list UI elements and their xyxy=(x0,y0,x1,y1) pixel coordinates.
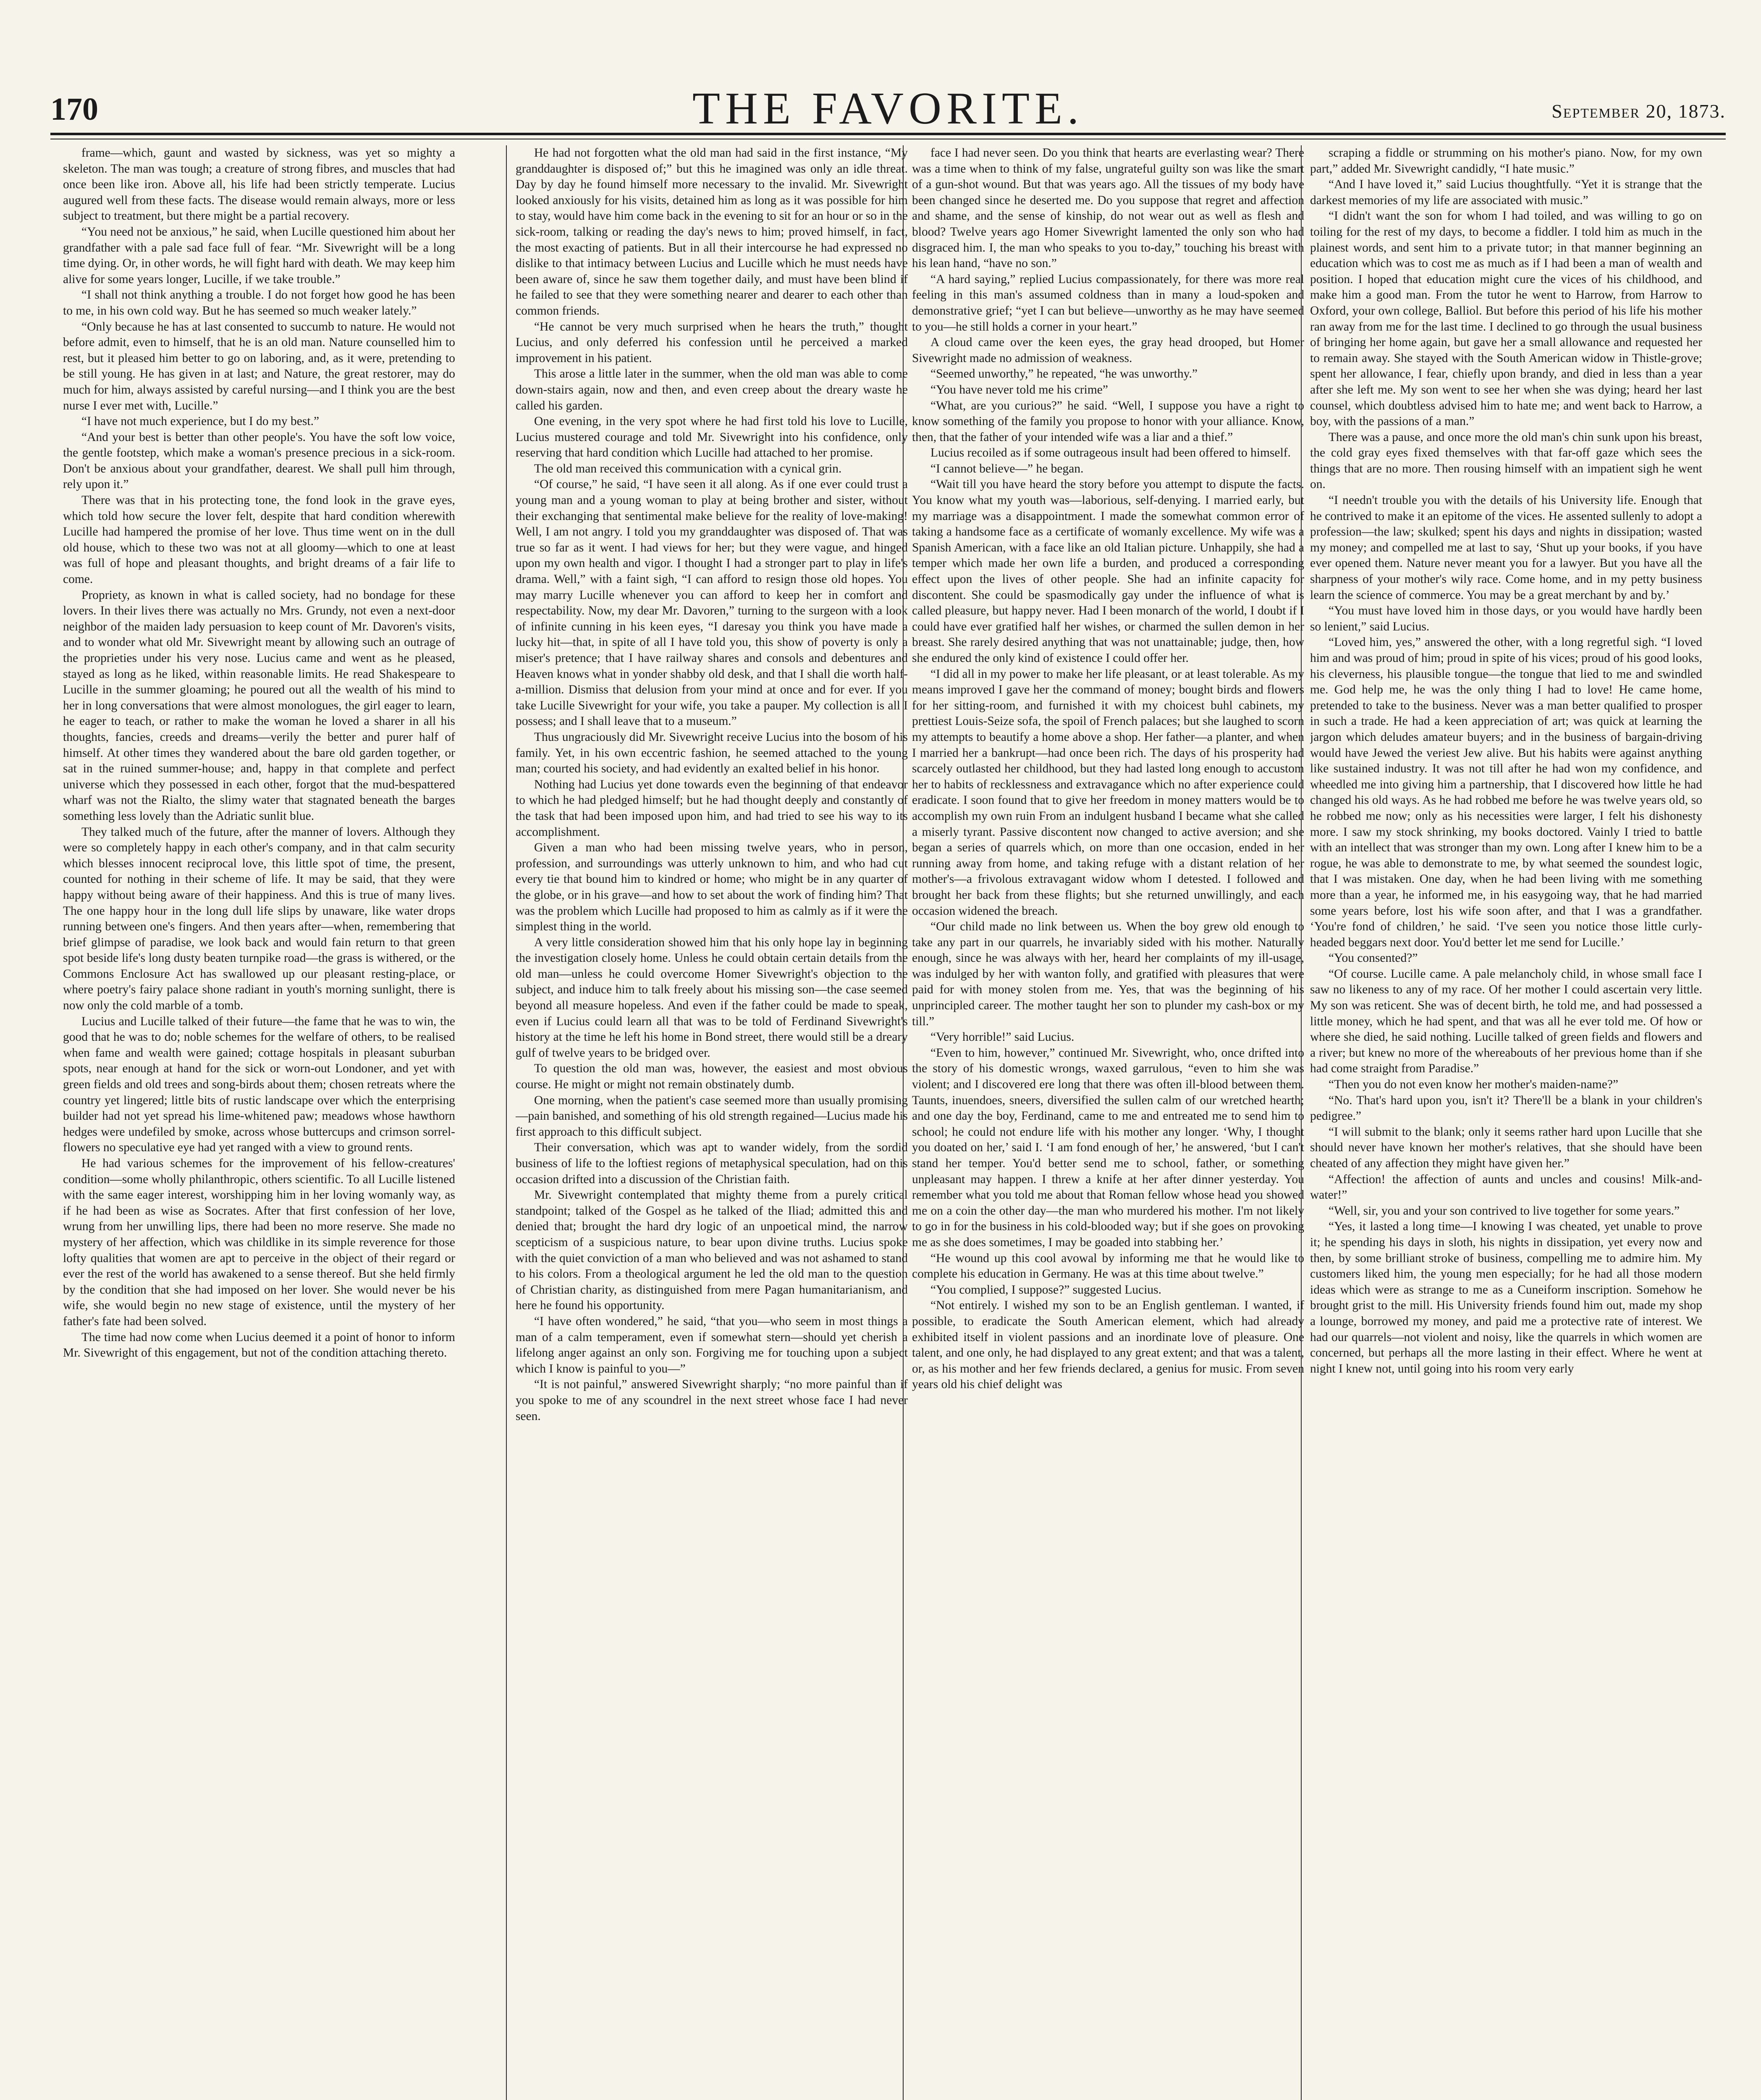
paragraph: scraping a fiddle or strumming on his mother's piano. Now, for my own part,” added Mr. Sivewright candidly, “I hate music.” xyxy=(1310,146,1702,176)
paragraph: frame—which, gaunt and wasted by sickness, was yet so mighty a skeleton. The man was tough; a creature of strong fibres, and muscles that had once been like iron. Above all, his life had been strictly temperate. Lucius augured well from these facts. The disease would remain always, more or less subject to treatment, but there might be a partial recovery. xyxy=(63,146,455,223)
paragraph: There was a pause, and once more the old man's chin sunk upon his breast, the cold gray eyes fixed themselves with that far-off gaze which sees the things that are no more. Then rousing himself with an impatient sigh he went on. xyxy=(1310,430,1702,491)
paragraph: “Our child made no link between us. When the boy grew old enough to take any part in our quarrels, he invariably sided with his mother. Naturally enough, since he was always with her, heard her complaints of my ill-usage, was indulged by her with wanton folly, and gratified with pleasures that were paid for with money stolen from me. Yes, that was the beginning of his unprincipled career. The mother taught her son to plunder my cash-box or my till.” xyxy=(912,920,1304,1028)
text-column-3 xyxy=(912,145,1304,2100)
paragraph: “I have often wondered,” he said, “that you—who seem in most things a man of a calm temperament, even if somewhat stern—should yet cherish a lifelong anger against an only son. Forgiving me for touching upon a subject which I know is painful to you—” xyxy=(516,1314,908,1376)
paragraph: “You have never told me his crime” xyxy=(930,383,1108,396)
paragraph: The old man received this communication with a cynical grin. xyxy=(534,462,842,475)
paragraph: He had not forgotten what the old man had said in the first instance, “My granddaughter is disposed of;” but this he imagined was only an idle threat. Day by day he found himself more necessary to the invalid. Mr. Sivewright looked anxiously for his visits, detained him as long as it was possible for him to stay, would have him come back in the evening to sit for an hour or so in the sick-room, talking or reading the day's news to him; proved himself, in fact, the most exacting of patients. But in all their intercourse he had expressed no dislike to that intimacy between Lucius and Lucille which he must needs have been aware of, since he saw them together daily, and must have been blind if he failed to see that they were something nearer and dearer to each other than common friends. xyxy=(516,146,908,318)
paragraph: Lucius recoiled as if some outrageous insult had been offered to himself. xyxy=(930,446,1291,460)
paragraph: “You consented?” xyxy=(1329,951,1418,965)
paragraph: “Affection! the affection of aunts and uncles and cousins! Milk-and-water!” xyxy=(1310,1172,1702,1202)
paragraph: There was that in his protecting tone, the fond look in the grave eyes, which told how secure the lover felt, despite that hard condition wherewith Lucille had hampered the promise of her love. Thus time went on in the dull old house, which to these two was not at all gloomy—which to one at least was full of hope and pleasant thoughts, and bright dreams of a fair life to come. xyxy=(63,494,455,586)
paragraph: “He wound up this cool avowal by informing me that he would like to complete his education in Germany. He was at this time about twelve.” xyxy=(912,1251,1304,1281)
paragraph: “You need not be anxious,” he said, when Lucille questioned him about her grandfather with a pale sad face full of fear. “Mr. Sivewright will be a long time dying. Or, in other words, he will fight hard with death. We may keep him alive for some years longer, Lucille, if we take trouble.” xyxy=(63,225,455,286)
paragraph: “I needn't trouble you with the details of his University life. Enough that he contrived to make it an epitome of the vices. He assented sullenly to adopt a profession—the law; skulked; spent his days and nights in dissipation; wasted my money; and compelled me at last to say, ‘Shut up your books, if you have ever opened them. Nature never meant you for a lawyer. But you have all the sharpness of your mother's wily race. Come home, and in my petty business learn the science of commerce. You may be a great merchant by and by.’ xyxy=(1310,494,1702,602)
paragraph: “Of course,” he said, “I have seen it all along. As if one ever could trust a young man and a young woman to play at being brother and sister, without their exchanging that sentimental make believe for the reality of love-making! Well, I am not angry. I told you my granddaughter was disposed of. That was true so far as it went. I had views for her; but they were vague, and hinged upon my own health and vigor. I thought I had a stronger part to play in life's drama. Well,” with a faint sigh, “I can afford to resign those old hopes. You may marry Lucille whenever you can afford to keep her in comfort and respectability. Now, my dear Mr. Davoren,” turning to the surgeon with a look of infinite cunning in his keen eyes, “I daresay you think you have made a lucky hit—that, in spite of all I have told you, this show of poverty is only a miser's pretence; that I have railway shares and consols and debentures and Heaven knows what in yonder shabby old desk, and that I shall die worth half-a-million. Dismiss that delusion from your mind at once and for ever. If you take Lucille Sivewright for your wife, you take a pauper. My collection is all I possess; and I shall leave that to a museum.” xyxy=(516,478,908,728)
paragraph: Mr. Sivewright contemplated that mighty theme from a purely critical standpoint; talked of the Gospel as he talked of the Iliad; admitted this and denied that; brought the hard dry logic of an unpoetical mind, the narrow scepticism of a suspicious nature, to bear upon divine truths. Lucius spoke with the quiet conviction of a man who believed and was not ashamed to stand to his colors. From a theological argument he led the old man to the question of Christian charity, as distinguished from mere Pagan humanitarianism, and here he found his opportunity. xyxy=(516,1188,908,1312)
text-column-1 xyxy=(63,145,455,2100)
paragraph: “Well, sir, you and your son contrived to live together for some years.” xyxy=(1329,1204,1680,1218)
text-column-4 xyxy=(1310,145,1702,2100)
paragraph: “He cannot be very much surprised when he hears the truth,” thought Lucius, and only deferred his confession until he perceived a marked improvement in his patient. xyxy=(516,320,908,365)
paragraph: face I had never seen. Do you think that hearts are everlasting wear? There was a time when to think of my false, ungrateful guilty son was like the smart of a gun-shot wound. But that was years ago. All the tissues of my body have been changed since he deserted me. Do you suppose that regret and affection and shame, and the sense of kinship, do not wear out as well as flesh and blood? Twelve years ago Homer Sivewright lamented the only son who had disgraced him. I, the man who speaks to you to-day,” touching his breast with his lean hand, “have no son.” xyxy=(912,146,1304,270)
paragraph: To question the old man was, however, the easiest and most obvious course. He might or might not remain obstinately dumb. xyxy=(516,1062,908,1092)
paragraph: He had various schemes for the improvement of his fellow-creatures' condition—some wholly philanthropic, others scientific. To all Lucille listened with the same eager interest, worshipping him in her loving womanly way, as if he had been as wise as Socrates. After that first confession of her love, wrung from her unwilling lips, there had been no more reserve. She made no mystery of her affection, which was childlike in its simple reverence for those lofty qualities that women are apt to perceive in the object of their regard or ever the rest of the world has awakened to a sense thereof. But she held firmly by the condition that she had imposed on her lover. She would never be his wife, she would begin no new stage of existence, until the mystery of her father's fate had been solved. xyxy=(63,1157,455,1328)
paragraph: “I didn't want the son for whom I had toiled, and was willing to go on toiling for the rest of my days, to become a fiddler. I told him as much in the plainest words, and sent him to a private tutor; in that manner beginning an education which was to cost me as much as if I had been a man of wealth and position. I hoped that education might cure the vices of his childhood, and make him a good man. From the tutor he went to Harrow, from Harrow to Oxford, your own college, Balliol. But before this period of his life his mother ran away from me for the last time. I declined to go through the usual business of bringing her home again, but gave her a small allowance and requested her to remain away. She stayed with the South American widow in Thistle-grove; spent her allowance, I fear, chiefly upon brandy, and died in less than a year after she left me. My son went to see her when she was dying; heard her last counsel, which doubtless advised him to hate me; and went back to Harrow, a boy, with the passions of a man.” xyxy=(1310,209,1702,428)
paragraph: “I will submit to the blank; only it seems rather hard upon Lucille that she should never have known her mother's relatives, that she should have been cheated of any affection they might have given her.” xyxy=(1310,1125,1702,1170)
paragraph: “What, are you curious?” he said. “Well, I suppose you have a right to know something of the family you propose to honor with your alliance. Know, then, that the father of your intended wife was a liar and a thief.” xyxy=(912,399,1304,444)
paragraph: “A hard saying,” replied Lucius compassionately, for there was more real feeling in this man's assumed coldness than in many a loud-spoken and demonstrative grief; “yet I can but believe—unworthy as he may have seemed to you—he still holds a corner in your heart.” xyxy=(912,272,1304,333)
paragraph: The time had now come when Lucius deemed it a point of honor to inform Mr. Sivewright of this engagement, but not of the condition attaching thereto. xyxy=(63,1330,455,1360)
paragraph: “You must have loved him in those days, or you would have hardly been so lenient,” said Lucius. xyxy=(1310,604,1702,633)
column-divider xyxy=(506,145,507,2100)
paragraph: “Then you do not even know her mother's maiden-name?” xyxy=(1329,1078,1619,1092)
paragraph: “And your best is better than other people's. You have the soft low voice, the gentle footstep, which make a woman's presence precious in a sick-room. Don't be anxious about your grandfather, dearest. We shall pull him through, rely upon it.” xyxy=(63,430,455,491)
paragraph: “I have not much experience, but I do my best.” xyxy=(81,415,320,428)
paragraph: “Very horrible!” said Lucius. xyxy=(930,1030,1074,1044)
paragraph: Nothing had Lucius yet done towards even the beginning of that endeavor to which he had pledged himself; but he had thought deeply and constantly of the task that had been imposed upon him, and had tried to see his way to its accomplishment. xyxy=(516,777,908,839)
paragraph: “Yes, it lasted a long time—I knowing I was cheated, yet unable to prove it; he spending his days in sloth, his nights in dissipation, yet every now and then, by some brilliant stroke of business, compelling me to admire him. My customers liked him, the young men especially; for he had all those modern ideas which were as strange to me as a Cuneiform inscription. Somehow he brought grist to the mill. His University friends found him out, made my shop a lounge, borrowed my money, and paid me a protective rate of interest. We had our quarrels—not violent and noisy, like the quarrels in which women are concerned, but perhaps all the more lasting in their effect. Where he went at night I knew not, until going into his room very early xyxy=(1310,1220,1702,1376)
paragraph: “Loved him, yes,” answered the other, with a long regretful sigh. “I loved him and was proud of him; proud in spite of his vices; proud of his good looks, his cleverness, his plausible tongue—the tongue that lied to me and swindled me. God help me, he was the only thing I had to love! He came home, pretended to take to the business. Never was a man better qualified to prosper in such a trade. He had a keen appreciation of art; was quick at learning the jargon which deludes amateur buyers; and in the business of bargain-driving would have Jewed the veriest Jew alive. But his habits were against anything like sustained industry. It was not till after he had won my confidence, and wheedled me into giving him a partnership, that I discovered how little he had changed his old ways. As he had robbed me before he was twelve years old, so he robbed me now; only as his necessities were larger, I felt his dishonesty more. I saw my stock shrinking, my books doctored. Vainly I tried to battle with an intellect that was stronger than my own. Long after I knew him to be a rogue, he was able to demonstrate to me, by what seemed the soundest logic, that I was mistaken. One day, when he had been living with me something more than a year, he informed me, in his easygoing way, that he had married some years before, lost his wife soon after, and that I was a grandfather. ‘You're fond of children,’ he said. ‘I've seen you notice those little curly-headed beggars next door. You'd better let me send for Lucille.’ xyxy=(1310,635,1702,949)
paragraph: “You complied, I suppose?” suggested Lucius. xyxy=(930,1283,1162,1297)
header-rule-heavy xyxy=(50,133,1726,135)
paragraph: “Not entirely. I wished my son to be an English gentleman. I wanted, if possible, to eradicate the South American element, which had already exhibited itself in violent passions and an inordinate love of pleasure. One talent, and one only, he had displayed to any great extent; and that was a talent, or, as his mother and her few friends declared, a genius for music. From seven years old his chief delight was xyxy=(912,1299,1304,1391)
paragraph: Given a man who had been missing twelve years, who in person, profession, and surroundings was utterly unknown to him, and who had cut every tie that bound him to kindred or home; who might be in any quarter of the globe, or in his grave—and how to set about the work of finding him? That was the problem which Lucille had proposed to him as calmly as if it were the simplest thing in the world. xyxy=(516,841,908,934)
paragraph: “Seemed unworthy,” he repeated, “he was unworthy.” xyxy=(930,367,1198,381)
masthead-title: THE FAVORITE. xyxy=(692,84,1084,134)
paragraph: One evening, in the very spot where he had first told his love to Lucille, Lucius mustered courage and told Mr. Sivewright into his confidence, only reserving that hard condition which Lucille had attached to her promise. xyxy=(516,415,908,460)
paragraph: Their conversation, which was apt to wander widely, from the sordid business of life to the loftiest regions of metaphysical speculation, had on this occasion drifted into a discussion of the Christian faith. xyxy=(516,1141,908,1186)
paragraph: Thus ungraciously did Mr. Sivewright receive Lucius into the bosom of his family. Yet, in his own eccentric fashion, he seemed attached to the young man; courted his society, and had evidently an exalted belief in his honor. xyxy=(516,730,908,776)
paragraph: “And I have loved it,” said Lucius thoughtfully. “Yet it is strange that the darkest memories of my life are associated with music.” xyxy=(1310,178,1702,207)
issue-date: September 20, 1873. xyxy=(1551,100,1726,122)
paragraph: “Wait till you have heard the story before you attempt to dispute the facts. You know what my youth was—laborious, self-denying. I married early, but my marriage was a disappointment. I made the somewhat common error of taking a handsome face as a certificate of womanly excellence. My wife was a Spanish American, with a face like an old Italian picture. Unhappily, she had a temper which made her own life a burden, and produced a corresponding effect upon the lives of other people. She had an infinite capacity for discontent. She could be spasmodically gay under the influence of what is called pleasure, but happy never. Had I been monarch of the world, I doubt if I could have ever gratified half her wishes, or charmed the sullen demon in her breast. She rarely desired anything that was not unattainable; judge, then, how she endured the only kind of existence I could offer her. xyxy=(912,478,1304,665)
paragraph: A cloud came over the keen eyes, the gray head drooped, but Homer Sivewright made no admission of weakness. xyxy=(912,336,1304,365)
paragraph: A very little consideration showed him that his only hope lay in beginning the investigation closely home. Unless he could obtain certain details from the old man—unless he could overcome Homer Sivewright's objection to the subject, and induce him to talk freely about his missing son—the case seemed beyond all measure hopeless. And even if the father could be made to speak, even if Lucius could learn all that was to be told of Ferdinand Sivewright's history at the time he left his home in Bond street, there would still be a dreary gulf of twelve years to be bridged over. xyxy=(516,935,908,1060)
paragraph: “Of course. Lucille came. A pale melancholy child, in whose small face I saw no likeness to any of my race. Of her mother I could ascertain very little. My son was reticent. She was of decent birth, he told me, and had possessed a little money, which he had spent, and that was all he ever told me. Of how or where she died, he said nothing. Lucille talked of green fields and flowers and a river; but knew no more of the whereabouts of her previous home than if she had come straight from Paradise.” xyxy=(1310,967,1702,1076)
paragraph: “No. That's hard upon you, isn't it? There'll be a blank in your children's pedigree.” xyxy=(1310,1093,1702,1123)
page-number: 170 xyxy=(50,92,98,127)
paragraph: Propriety, as known in what is called society, had no bondage for these lovers. In their lives there was actually no Mrs. Grundy, not even a next-door neighbor of the maiden lady persuasion to keep count of Mr. Davoren's visits, and to wonder what old Mr. Sivewright meant by allowing such an outrage of the proprieties under his very nose. Lucius came and went as he pleased, stayed as long as he liked, within reasonable limits. He read Shakespeare to Lucille in the summer gloaming; he poured out all the wealth of his mind to her in long conversations that were almost monologues, the girl eager to learn, he eager to teach, or rather to make the woman he loved a sharer in all his thoughts, fancies, creeds and dreams—verily the better and purer half of himself. At other times they wandered about the bare old garden together, or sat in the ruined summer-house; and, happy in that complete and perfect universe which they possessed in each other, forgot that the mud-bespattered wharf was not the Rialto, the slimy water that stagnated beneath the barges something less lovely than the Adriatic sunlit blue. xyxy=(63,588,455,823)
paragraph: “I shall not think anything a trouble. I do not forget how good he has been to me, in his own cold way. But he has seemed so much weaker lately.” xyxy=(63,288,455,318)
paragraph: “Even to him, however,” continued Mr. Sivewright, who, once drifted into the story of his domestic wrongs, waxed garrulous, “even to him she was violent; and I discovered ere long that there was often ill-blood between them. Taunts, inuendoes, sneers, diversified the sullen calm of our wretched hearth; and one day the boy, Ferdinand, came to me and entreated me to send him to school; he could not endure life with his mother any longer. ‘Why, I thought you doated on her,’ said I. ‘I am fond enough of her,’ he answered, ‘but I can't stand her temper. You'd better send me to school, father, or something unpleasant may happen. I threw a knife at her after dinner yesterday. You remember what you told me about that Roman fellow whose head you showed me on a coin the other day—the man who murdered his mother. I'm not likely to go in for the business in his cold-blooded way; but if she goes on provoking me as she does sometimes, I may be goaded into stabbing her.’ xyxy=(912,1046,1304,1249)
paragraph: They talked much of the future, after the manner of lovers. Although they were so completely happy in each other's company, and in that calm security which blesses innocent reciprocal love, this little spot of time, the present, counted for nothing in their scheme of life. It may be said, that they were happy without being aware of their happiness. And this is true of many lives. The one happy hour in the long dull life slips by unaware, like water drops running between one's fingers. And then years after—when, remembering that brief glimpse of paradise, we look back and would fain return to that green spot beside life's long dusty beaten turnpike road—the grass is withered, or the Commons Enclosure Act has swallowed up our pleasant resting-place, or where poetry's fairy palace shone radiant in youth's morning sunlight, there is now only the cold marble of a tomb. xyxy=(63,825,455,1013)
paragraph: “I cannot believe—” he began. xyxy=(930,462,1084,475)
paragraph: “I did all in my power to make her life pleasant, or at least tolerable. As my means improved I gave her the command of money; bought birds and flowers for her sitting-room, and furnished it with my choicest buhl cabinets, my prettiest Louis-Seize sofa, the spoil of French palaces; but she laughed to scorn my attempts to beautify a home above a shop. Her father—a planter, and when I married her a bankrupt—had once been rich. The days of his prosperity had scarcely outlasted her childhood, but they had lasted long enough to accustom her to habits of recklessness and extravagance which no after experience could eradicate. I soon found that to give her freedom in money matters would be to accomplish my own ruin From an indulgent husband I became what she called a miserly tyrant. Passive discontent now changed to active aversion; and she began a series of quarrels which, on more than one occasion, ended in her running away from home, and taking refuge with a distant relation of her mother's—a frivolous extravagant widow whom I detested. I followed and brought her back from these flights; but she returned unwillingly, and each occasion widened the breach. xyxy=(912,667,1304,918)
paragraph: This arose a little later in the summer, when the old man was able to come down-stairs again, now and then, and even creep about the dreary waste he called his garden. xyxy=(516,367,908,412)
page-header xyxy=(50,84,1726,134)
paragraph: Lucius and Lucille talked of their future—the fame that he was to win, the good that he was to do; noble schemes for the welfare of others, to be realised when fame and wealth were gained; cottage hospitals in pleasant suburban spots, near enough at hand for the sick or worn-out Londoner, and yet with green fields and old trees and song-birds about them; chosen retreats where the country yet lingered; little bits of rustic landscape over which the enterprising builder had not yet spread his lime-whitened paw; meadows whose hawthorn hedges were undefiled by smoke, across whose buttercups and crimson sorrel-flowers no speculative eye had yet ranged with a view to ground rents. xyxy=(63,1014,455,1155)
paragraph: One morning, when the patient's case seemed more than usually promising—pain banished, and something of his old strength regained—Lucius made his first approach to this difficult subject. xyxy=(516,1093,908,1139)
paragraph: “Only because he has at last consented to succumb to nature. He would not before admit, even to himself, that he is an old man. Nature counselled him to rest, but it pleased him better to go on laboring, and, as it were, pretending to be still young. He has given in at last; and Nature, the great restorer, may do much for him, always assisted by careful nursing—and I think you are the best nurse I ever met with, Lucille.” xyxy=(63,320,455,412)
text-column-2 xyxy=(516,145,908,2100)
paragraph: “It is not painful,” answered Sivewright sharply; “no more painful than if you spoke to me of any scoundrel in the next street whose face I had never seen. xyxy=(516,1378,908,1423)
